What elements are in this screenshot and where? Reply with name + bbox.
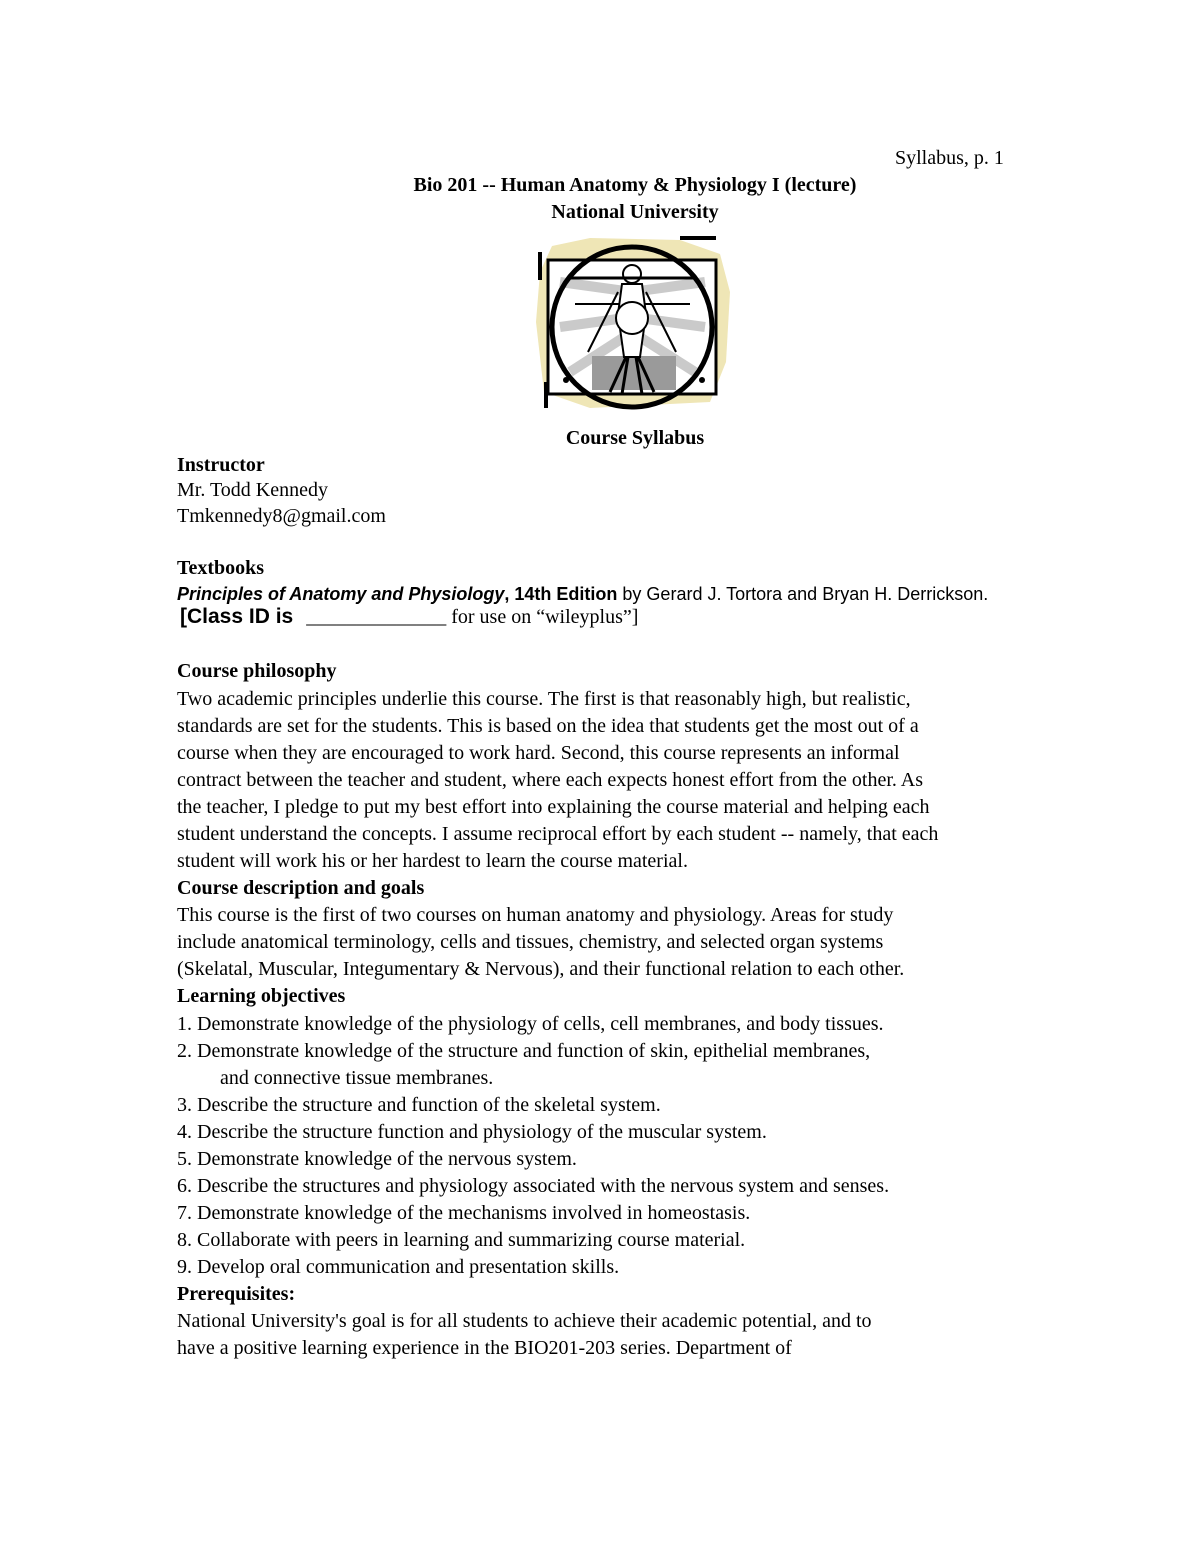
objective-item: 8. Collaborate with peers in learning and summarizing course material. (177, 1229, 746, 1251)
instructor-heading: Instructor (177, 454, 265, 476)
textbook-authors: by Gerard J. Tortora and Bryan H. Derrickson. (617, 584, 989, 604)
class-id-note: for use on “wileyplus”] (451, 606, 639, 628)
philosophy-line: student understand the concepts. I assume reciprocal effort by each student -- namely, that each (177, 823, 939, 845)
philosophy-line: Two academic principles underlie this course. The first is that reasonably high, but realistic, (177, 688, 911, 710)
class-id-label: [Class ID is (180, 605, 294, 628)
objective-item: 3. Describe the structure and function of the skeletal system. (177, 1094, 661, 1116)
philosophy-line: contract between the teacher and student, where each expects honest effort from the other. As (177, 769, 923, 791)
prerequisites-line: National University's goal is for all students to achieve their academic potential, and to (177, 1310, 872, 1332)
course-title: Bio 201 -- Human Anatomy & Physiology I (lecture) (413, 174, 857, 196)
objective-item: 9. Develop oral communication and presentation skills. (177, 1256, 620, 1278)
textbook-citation (177, 582, 988, 606)
objective-item: 4. Describe the structure function and physiology of the muscular system. (177, 1121, 767, 1143)
objective-item: 7. Demonstrate knowledge of the mechanisms involved in homeostasis. (177, 1202, 751, 1224)
objective-item: 6. Describe the structures and physiology associated with the nervous system and senses. (177, 1175, 890, 1197)
textbook-title: Principles of Anatomy and Physiology (177, 584, 505, 604)
prerequisites-line: have a positive learning experience in the BIO201-203 series. Department of (177, 1337, 792, 1359)
instructor-email: Tmkennedy8@gmail.com (177, 505, 386, 527)
philosophy-line: student will work his or her hardest to learn the course material. (177, 850, 688, 872)
objectives-heading: Learning objectives (177, 985, 346, 1007)
description-line: include anatomical terminology, cells and tissues, chemistry, and selected organ systems (177, 931, 884, 953)
objective-item-continued: and connective tissue membranes. (220, 1067, 494, 1089)
description-line: This course is the first of two courses on human anatomy and physiology. Areas for study (177, 904, 894, 926)
page-number: Syllabus, p. 1 (895, 147, 1004, 169)
objective-item: 1. Demonstrate knowledge of the physiology of cells, cell membranes, and body tissues. (177, 1013, 884, 1035)
instructor-name: Mr. Todd Kennedy (177, 479, 328, 501)
class-id-blank: ______________ (306, 606, 447, 628)
philosophy-line: course when they are encouraged to work hard. Second, this course represents an informal (177, 742, 900, 764)
description-heading: Course description and goals (177, 877, 425, 899)
objective-item: 5. Demonstrate knowledge of the nervous system. (177, 1148, 577, 1170)
philosophy-heading: Course philosophy (177, 660, 337, 682)
prerequisites-heading: Prerequisites: (177, 1283, 296, 1305)
philosophy-line: the teacher, I pledge to put my best effort into explaining the course material and helping each (177, 796, 930, 818)
textbooks-heading: Textbooks (177, 557, 265, 579)
objective-item: 2. Demonstrate knowledge of the structure and function of skin, epithelial membranes, (177, 1040, 871, 1062)
class-id-line (180, 605, 638, 629)
university-name: National University (551, 201, 719, 223)
syllabus-heading: Course Syllabus (565, 427, 705, 449)
vitruvian-man-icon (530, 232, 734, 412)
description-line: (Skelatal, Muscular, Integumentary & Nervous), and their functional relation to each other. (177, 958, 905, 980)
philosophy-line: standards are set for the students. This is based on the idea that students get the most out of a (177, 715, 919, 737)
textbook-edition: , 14th Edition (504, 584, 618, 604)
